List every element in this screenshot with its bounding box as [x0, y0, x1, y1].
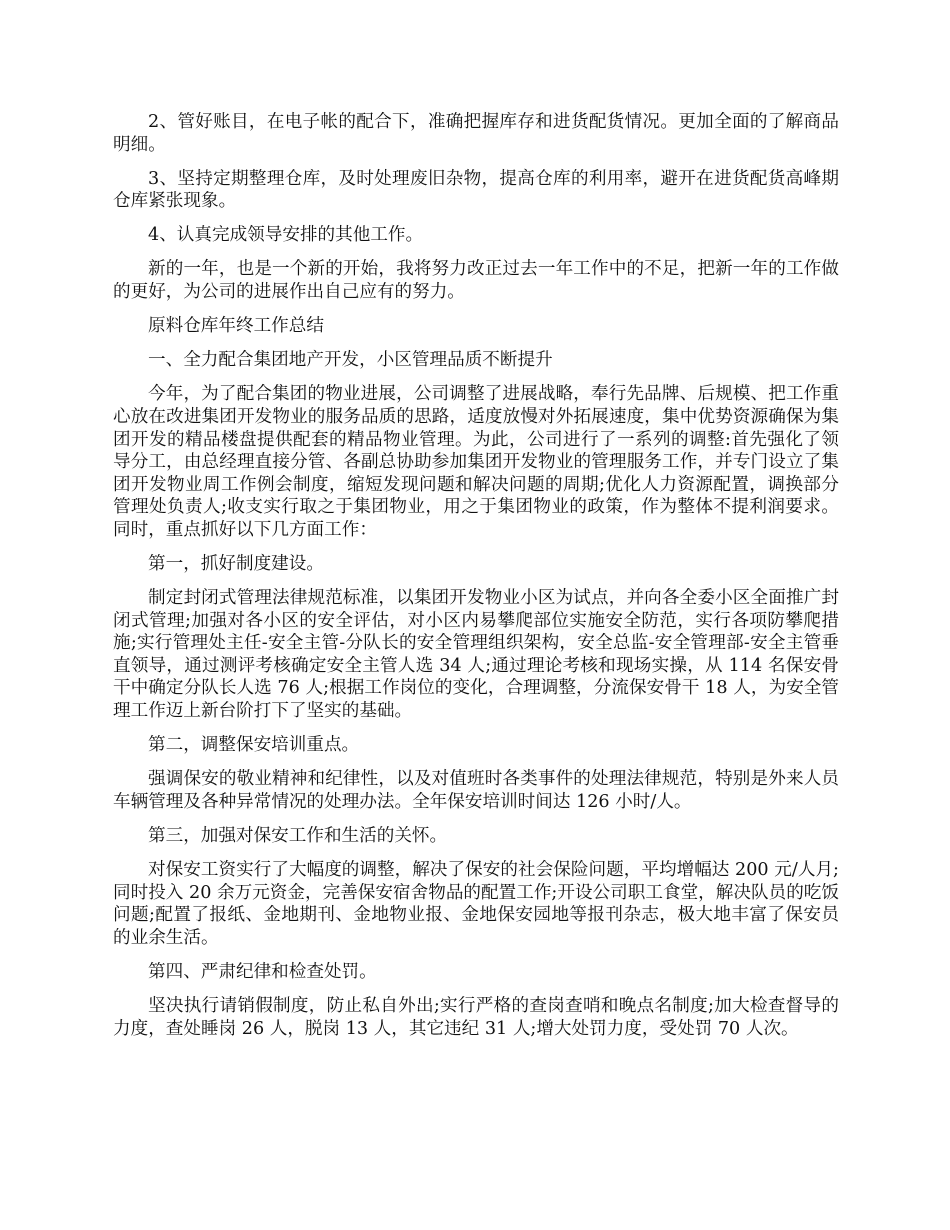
- paragraph-new-year: 新的一年，也是一个新的开始，我将努力改正过去一年工作中的不足，把新一年的工作做的更好，为公司的进展作出自己应有的努力。: [113, 259, 839, 303]
- paragraph-item-3: 3、坚持定期整理仓库，及时处理废旧杂物，提高仓库的利用率，避开在进货配货高峰期仓库紧张现象。: [113, 168, 839, 212]
- paragraph-item-4: 4、认真完成领导安排的其他工作。: [148, 225, 424, 246]
- heading-second: 第二，调整保安培训重点。: [148, 735, 360, 756]
- paragraph-this-year: 今年，为了配合集团的物业进展，公司调整了进展战略，奉行先品牌、后规模、把工作重心放在改进集团开发物业的服务品质的思路，适度放慢对外拓展速度，集中优势资源确保为集团开发的精品楼盘提供配套的精品物业管理。为此，公司进行了一系列的调整:首先强化了领导分工，由总经理直接分管、各副总协助参加集团开发物业的管理服务工作，并专门设立了集团开发物业周工作例会制度，缩短发现问题和解决问题的周期;优化人力资源配置，调换部分管理处负责人;收支实行取之于集团物业，用之于集团物业的政策，作为整体不提利润要求。同时，重点抓好以下几方面工作：: [113, 384, 839, 540]
- paragraph-care: 对保安工资实行了大幅度的调整，解决了保安的社会保险问题，平均增幅达 200 元/人月;同时投入 20 余万元资金，完善保安宿舍物品的配置工作;开设公司职工食堂，解决队员的吃饭问题;配置了报纸、金地期刊、金地物业报、金地保安园地等报刊杂志，极大地丰富了保安员的业余生活。: [113, 860, 839, 948]
- heading-fourth: 第四、严肃纪律和检查处罚。: [148, 961, 377, 982]
- paragraph-item-2: 2、管好账目，在电子帐的配合下，准确把握库存和进货配货情况。更加全面的了解商品明细。: [113, 112, 839, 155]
- heading-part-one: 一、全力配合集团地产开发，小区管理品质不断提升: [148, 350, 553, 371]
- paragraph-system: 制定封闭式管理法律规范标准，以集团开发物业小区为试点，并向各全委小区全面推广封闭式管理;加强对各小区的安全评估，对小区内易攀爬部位实施安全防范，实行各项防攀爬措施;实行管理处主任-安全主管-分队长的安全管理组织架构，安全总监-安全管理部-安全主管垂直领导，通过测评考核确定安全主管人选 34 人;通过理论考核和现场实操，从 114 名保安骨干中确定分队长人选 76 人;根据工作岗位的变化，合理调整，分流保安骨干 18 人，为安全管理工作迈上新台阶打下了坚实的基础。: [113, 588, 839, 722]
- paragraph-discipline: 坚决执行请销假制度，防止私自外出;实行严格的查岗查哨和晚点名制度;加大检查督导的力度，查处睡岗 26 人，脱岗 13 人，其它违纪 31 人;增大处罚力度，受处罚 70 人次。: [113, 996, 839, 1039]
- paragraph-training: 强调保安的敬业精神和纪律性，以及对值班时各类事件的处理法律规范，特别是外来人员车辆管理及各种异常情况的处理办法。全年保安培训时间达 126 小时/人。: [113, 769, 839, 812]
- heading-third: 第三，加强对保安工作和生活的关怀。: [148, 825, 448, 846]
- section-title: 原料仓库年终工作总结: [148, 316, 324, 337]
- heading-first: 第一，抓好制度建设。: [148, 554, 324, 574]
- document-body: [113, 111, 839, 1052]
